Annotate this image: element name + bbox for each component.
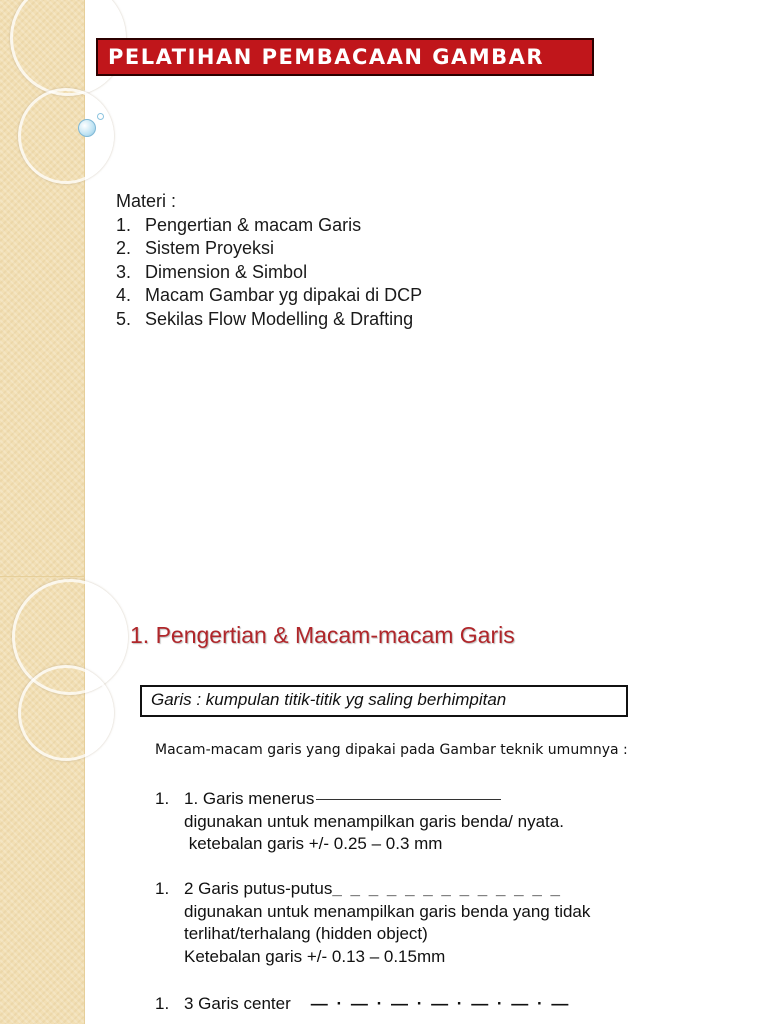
item-number: 1. <box>155 789 170 808</box>
slide-2 <box>0 576 768 1024</box>
materi-list <box>116 190 422 331</box>
item-number: 1. <box>116 214 132 235</box>
solid-line-sample <box>316 799 501 800</box>
dashed-line-sample: _ _ _ _ _ _ _ _ _ _ _ _ _ <box>332 879 562 898</box>
item-number: 1. <box>155 994 170 1013</box>
item-line: ketebalan garis +/- 0.25 – 0.3 mm <box>184 834 443 853</box>
decorative-ring <box>18 88 114 184</box>
item-text: Macam Gambar yg dipakai di DCP <box>145 285 423 305</box>
item-number: 1. <box>155 879 170 898</box>
line-type-item <box>155 788 564 856</box>
intro-text: Macam-macam garis yang dipakai pada Gambar teknik umumnya : <box>155 742 628 758</box>
item-line: digunakan untuk menampilkan garis benda/ nyata. <box>184 811 564 831</box>
slide-title: PELATIHAN PEMBACAAN GAMBAR <box>96 38 594 76</box>
item-heading: 2 Garis putus-putus <box>184 879 333 898</box>
item-text: Pengertian & macam Garis <box>145 214 362 235</box>
list-item <box>116 214 422 238</box>
materi-label: Materi : <box>116 191 177 211</box>
line-type-item <box>155 993 570 1016</box>
item-number: 2. <box>116 238 132 258</box>
decorative-sidebar <box>0 576 85 1024</box>
bubble-icon <box>78 119 96 137</box>
item-line: Ketebalan garis +/- 0.13 – 0.15mm <box>184 946 446 966</box>
item-line: digunakan untuk menampilkan garis benda yang tidak <box>184 901 591 921</box>
decorative-sidebar <box>0 0 85 576</box>
item-heading: 1. Garis menerus <box>184 789 315 808</box>
list-item <box>116 261 422 285</box>
center-line-sample: — · — · — · — · — · — · — <box>310 994 571 1013</box>
bubble-icon <box>97 113 104 120</box>
list-item <box>116 308 422 332</box>
decorative-ring <box>18 665 114 761</box>
item-number: 3. <box>116 261 132 282</box>
item-number: 4. <box>116 285 132 305</box>
list-item <box>116 237 422 261</box>
definition-box: Garis : kumpulan titik-titik yg saling berhimpitan <box>140 685 628 717</box>
list-item <box>116 284 422 308</box>
item-heading: 3 Garis center <box>184 994 291 1013</box>
item-number: 5. <box>116 308 132 329</box>
item-line: terlihat/terhalang (hidden object) <box>184 924 428 943</box>
item-text: Dimension & Simbol <box>145 261 308 282</box>
slide-title: 1. Pengertian & Macam-macam Garis <box>130 622 515 648</box>
item-text: Sistem Proyeksi <box>145 238 275 258</box>
line-type-item <box>155 878 590 968</box>
item-text: Sekilas Flow Modelling & Drafting <box>145 308 414 329</box>
